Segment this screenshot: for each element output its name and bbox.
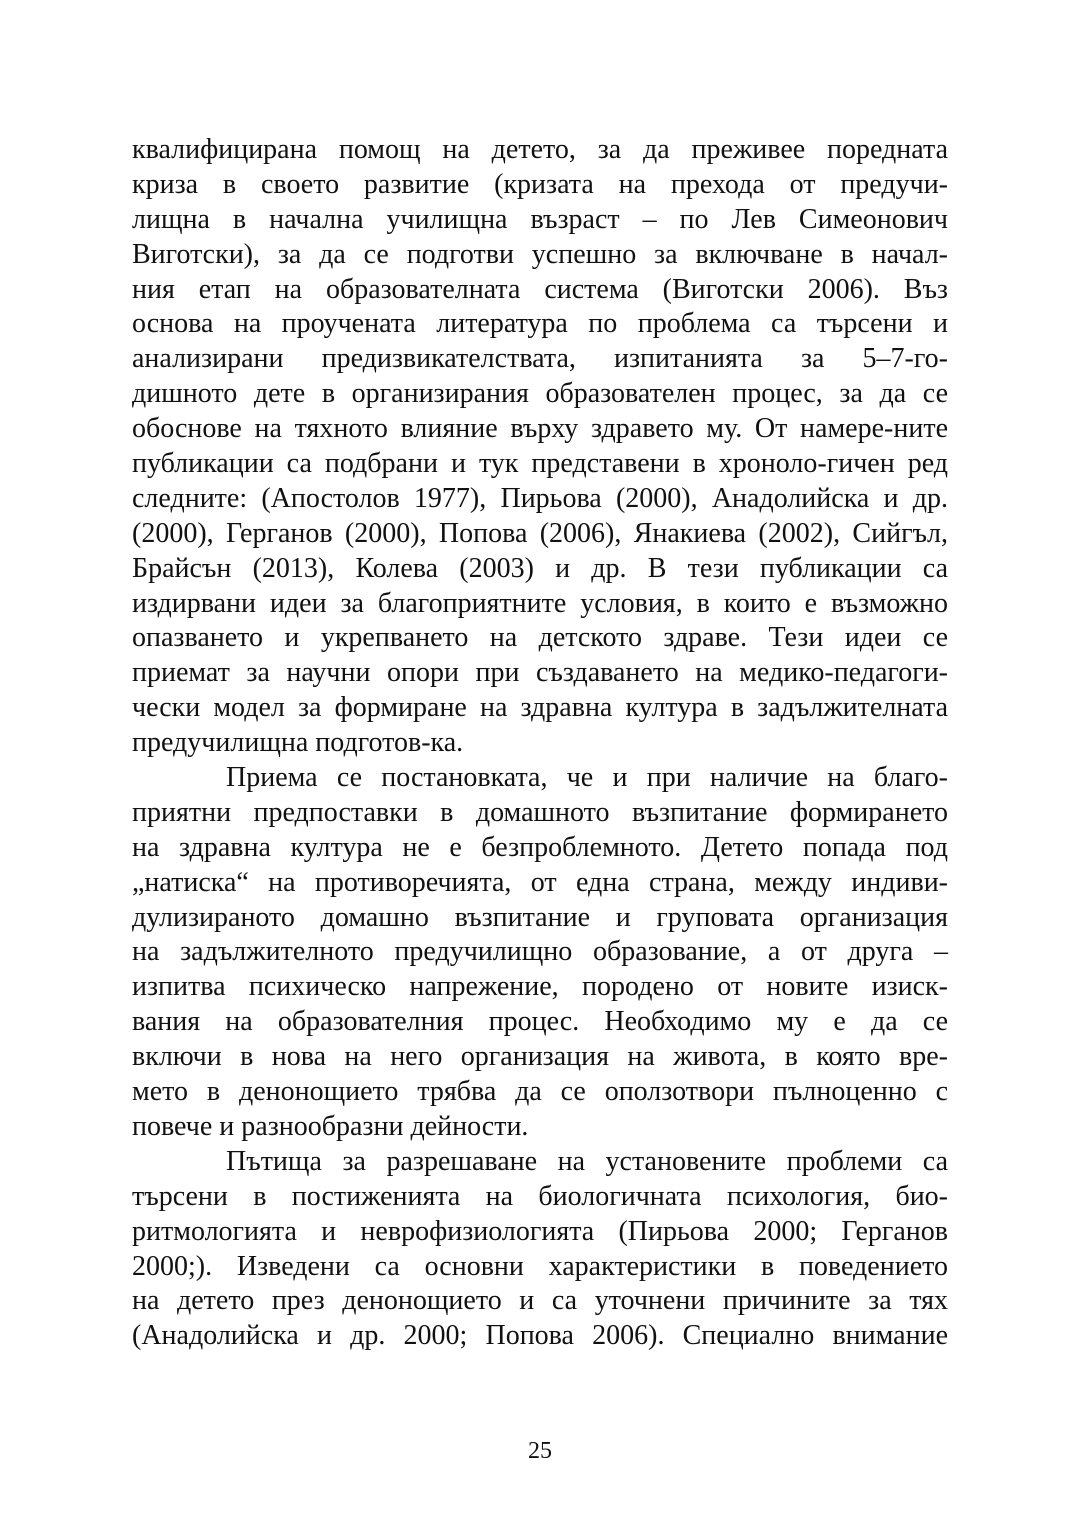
text-line: на здравна култура не е безпроблемното. Детето попада под: [132, 831, 948, 863]
text-line: опазването и укрепването на детското здраве. Тези идеи се: [132, 622, 948, 654]
text-line: предучилищна подготов-ка.: [132, 727, 464, 759]
text-line: издирвани идеи за благоприятните условия, в които е възможно: [132, 587, 948, 619]
text-line: Виготски), за да се подготви успешно за включване в начал-: [132, 238, 948, 270]
text-line: изпитва психическо напрежение, породено от новите изиск-: [132, 971, 948, 1003]
text-line: основа на проучената литература по проблема са търсени и: [132, 308, 948, 340]
text-line: мето в денонощието трябва да се оползотвори пълноценно с: [132, 1076, 948, 1108]
page-number: 25: [528, 1438, 552, 1464]
text-line: търсени в постиженията на биологичната психология, био-: [132, 1180, 948, 1212]
text-line: приятни предпоставки в домашното възпитание формирането: [132, 796, 948, 828]
paragraph: [132, 133, 948, 761]
text-line: ритмологията и неврофизиологията (Пирьова 2000; Герганов: [132, 1215, 948, 1247]
text-line: следните: (Апостолов 1977), Пирьова (2000), Анадолийска и др.: [132, 482, 948, 514]
paragraph: [132, 1145, 948, 1354]
text-line: (2000), Герганов (2000), Попова (2006), Янакиева (2002), Сийгъл,: [132, 517, 948, 549]
text-line: ния етап на образователната система (Виготски 2006). Въз: [132, 273, 948, 305]
text-line: Пътища за разрешаване на установените проблеми са: [226, 1145, 948, 1177]
text-line: Приема се постановката, че и при наличие на благо-: [226, 762, 948, 794]
text-line: анализирани предизвикателствата, изпитанията за 5–7-го-: [132, 343, 948, 375]
text-line: криза в своето развитие (кризата на прехода от предучи-: [132, 168, 948, 200]
text-line: дишното дете в организирания образователен процес, за да се: [132, 378, 948, 410]
text-line: Брайсън (2013), Колева (2003) и др. В тези публикации са: [132, 552, 948, 584]
text-line: 2000;). Изведени са основни характеристики в поведението: [132, 1250, 948, 1282]
paragraph: [132, 761, 948, 1145]
text-line: чески модел за формиране на здравна култура в задължителната: [132, 692, 948, 724]
text-line: публикации са подбрани и тук представени в хроноло-гичен ред: [132, 448, 948, 480]
text-line: „натиска“ на противоречията, от една страна, между индиви-: [132, 866, 948, 898]
text-line: обоснове на тяхното влияние върху здравето му. От намере-ните: [132, 413, 948, 445]
text-line: на детето през денонощието и са уточнени причините за тях: [132, 1285, 948, 1317]
text-line: повече и разнообразни дейности.: [132, 1110, 529, 1142]
text-line: (Анадолийска и др. 2000; Попова 2006). Специално внимание: [132, 1320, 948, 1352]
body-text: [132, 133, 948, 1354]
text-line: вания на образователния процес. Необходимо му е да се: [132, 1006, 948, 1038]
text-line: приемат за научни опори при създаването на медико-педагоги-: [132, 657, 948, 689]
text-line: лищна в начална училищна възраст – по Лев Симеонович: [132, 203, 948, 235]
text-line: дулизираното домашно възпитание и груповата организация: [132, 901, 948, 933]
text-line: включи в нова на него организация на живота, в която вре-: [132, 1041, 948, 1073]
text-line: на задължителното предучилищно образование, а от друга –: [132, 936, 948, 968]
text-line: квалифицирана помощ на детето, за да преживее поредната: [132, 134, 948, 165]
